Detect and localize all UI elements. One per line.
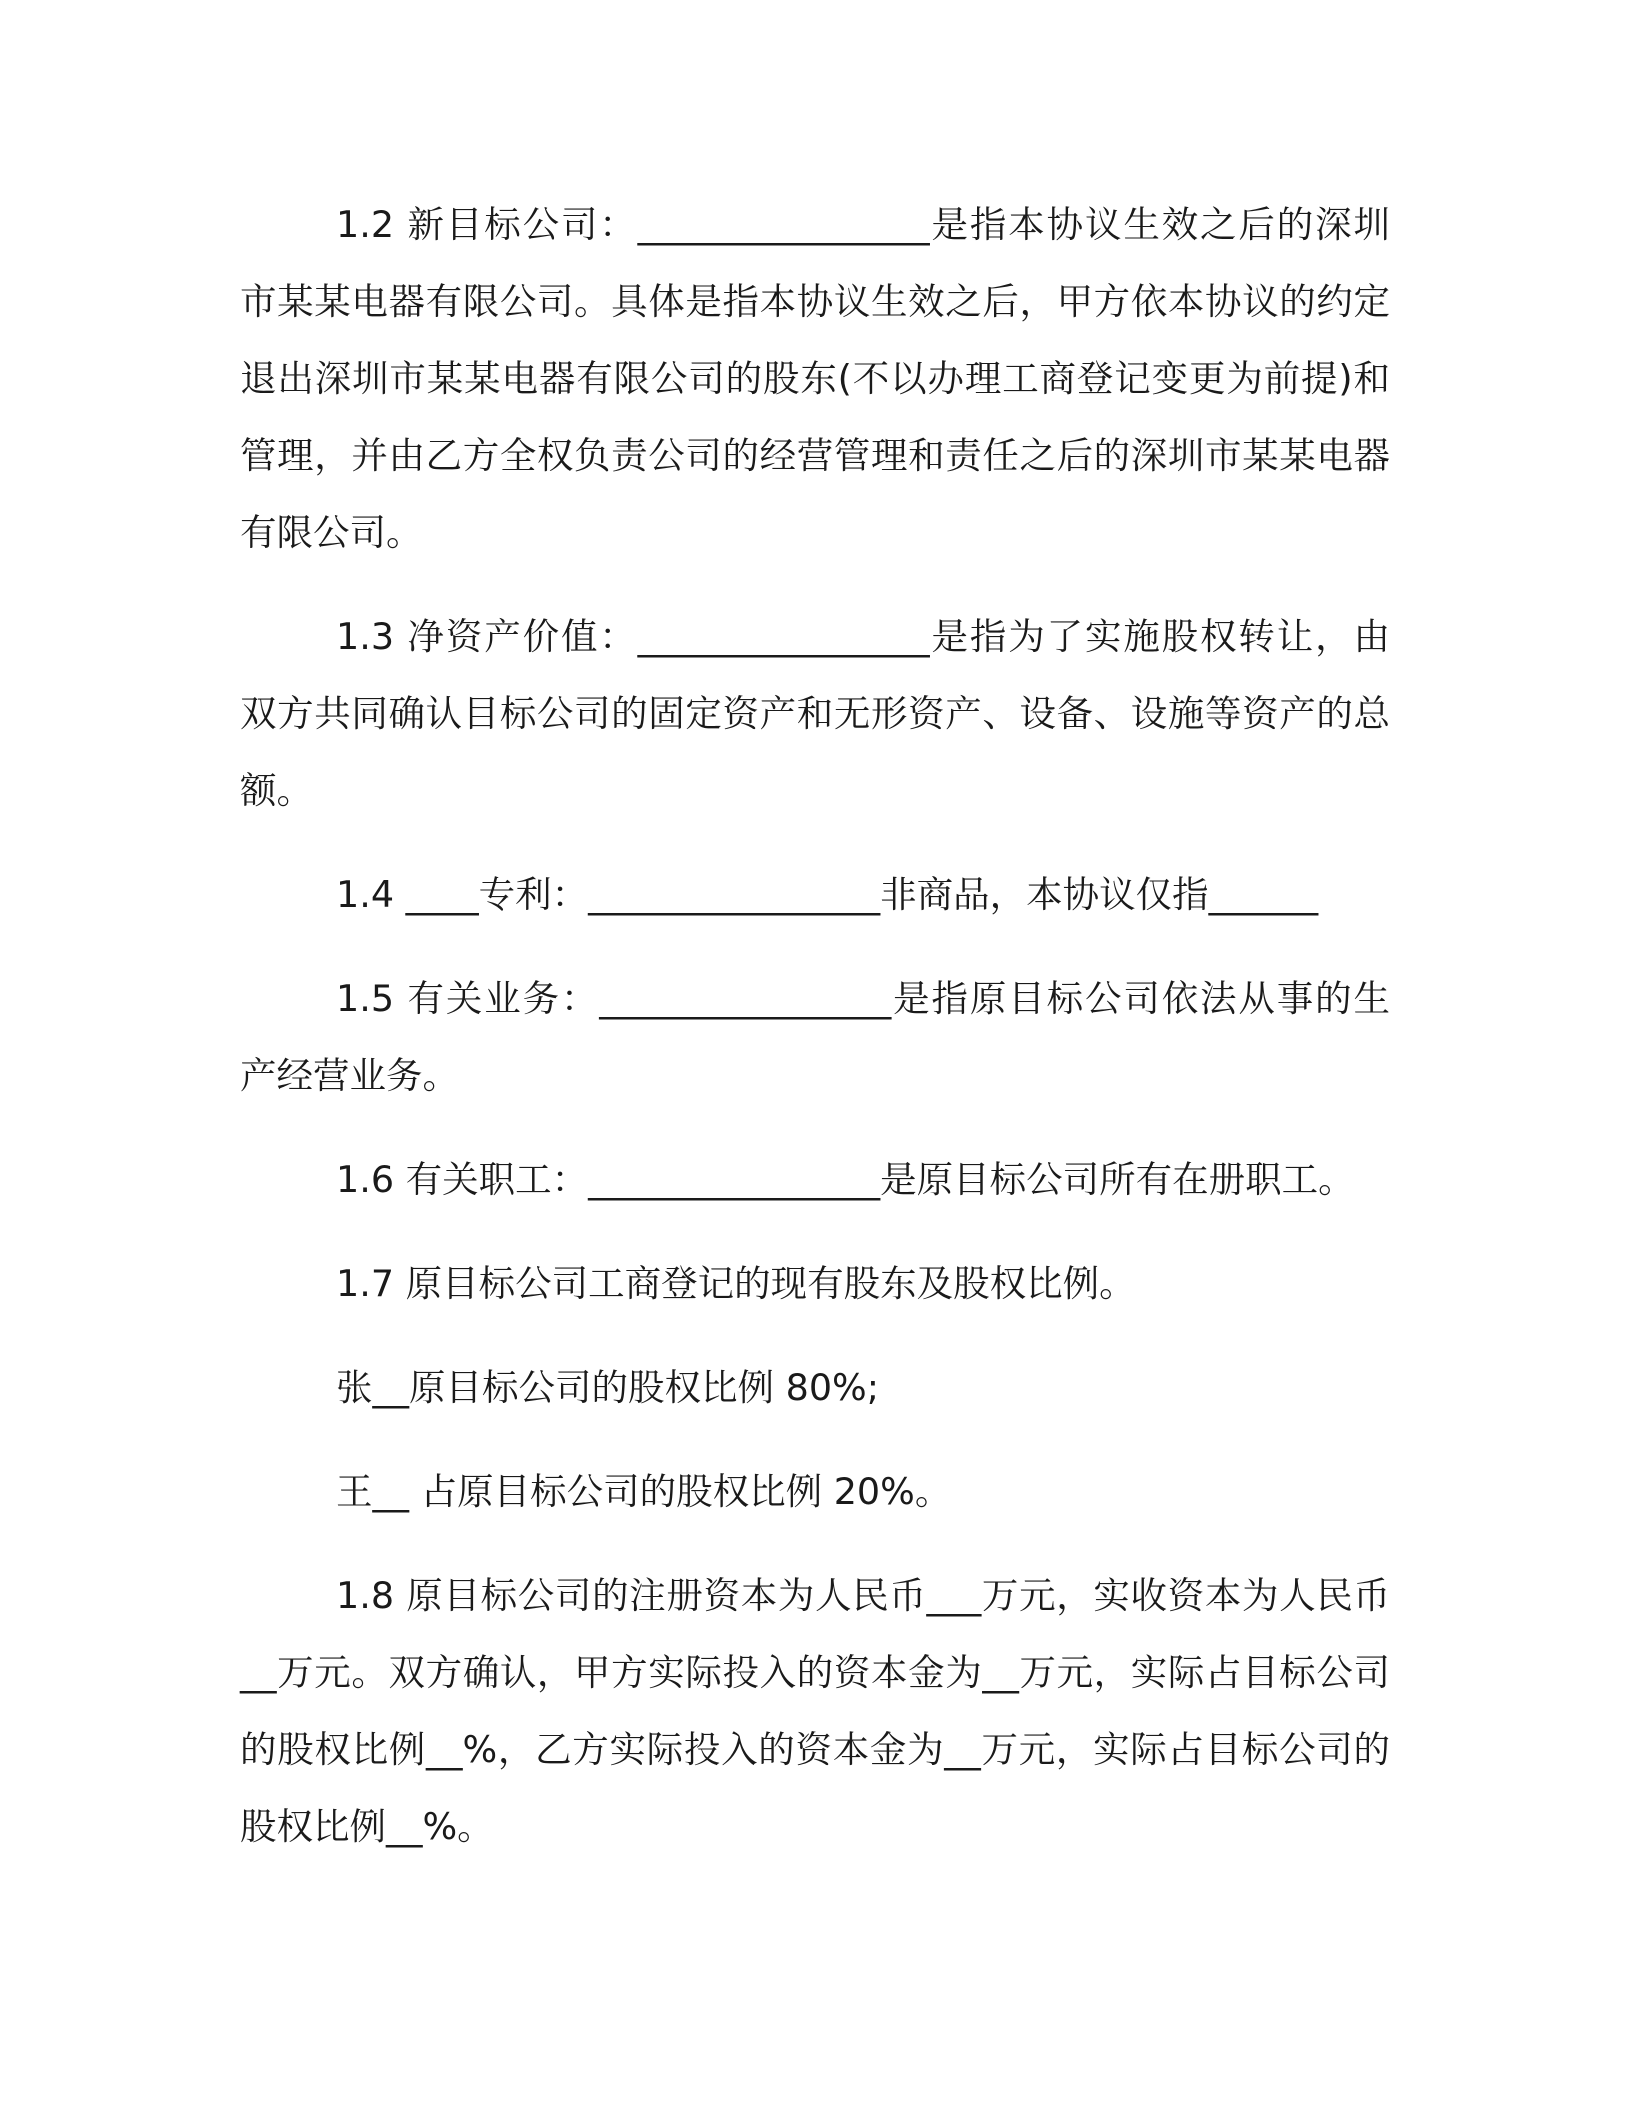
clause-1-8-registered-capital: 1.8 原目标公司的注册资本为人民币___万元，实收资本为人民币__万元。双方确认，甲方实际投入的资本金为__万元，实际占目标公司的股权比例__%，乙方实际投入的资本金为__万元，实际占目标公司的股权比例__%。: [240, 1574, 1390, 1848]
clause-1-3-net-asset-value: 1.3 净资产价值：________________是指为了实施股权转让，由双方共同确认目标公司的固定资产和无形资产、设备、设施等资产的总额。: [240, 615, 1390, 812]
clause-1-4-patent: 1.4 ____专利：________________非商品，本协议仅指______: [336, 873, 1319, 916]
document-body: [240, 186, 1390, 1892]
shareholder-wang: 王__ 占原目标公司的股权比例 20%。: [336, 1470, 952, 1513]
clause-1-6-related-employees: 1.6 有关职工：________________是原目标公司所有在册职工。: [336, 1158, 1355, 1201]
clause-1-2-new-target-company: 1.2 新目标公司：________________是指本协议生效之后的深圳市某某电器有限公司。具体是指本协议生效之后，甲方依本协议的约定退出深圳市某某电器有限公司的股东(不以办理工商登记变更为前提)和管理，并由乙方全权负责公司的经营管理和责任之后的深圳市某某电器有限公司。: [240, 203, 1390, 554]
clause-1-5-related-business: 1.5 有关业务：________________是指原目标公司依法从事的生产经营业务。: [240, 977, 1390, 1097]
clause-1-7-shareholders: 1.7 原目标公司工商登记的现有股东及股权比例。: [336, 1262, 1136, 1305]
shareholder-zhang: 张__原目标公司的股权比例 80%;: [336, 1366, 880, 1409]
